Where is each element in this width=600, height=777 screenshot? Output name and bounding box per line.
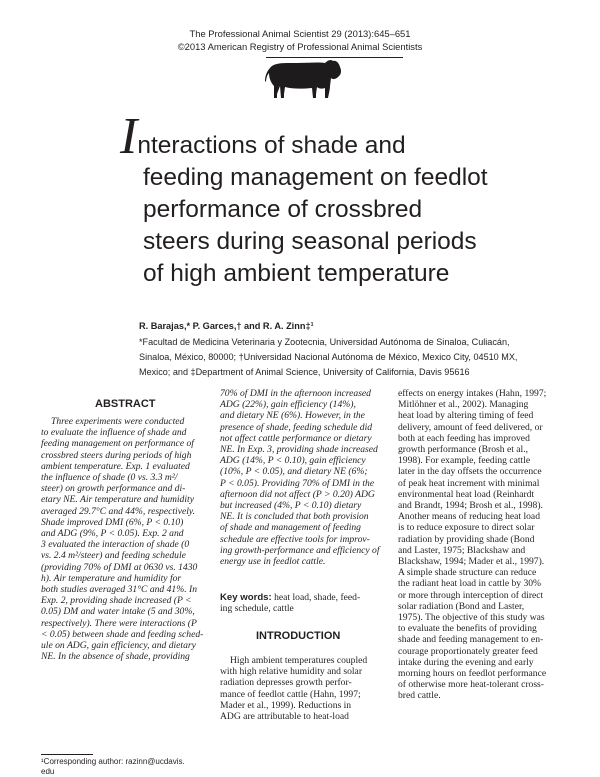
introduction-column-3 bbox=[398, 388, 563, 702]
text-line: Exp. 2, providing shade increased (P < bbox=[41, 595, 192, 607]
text-line: NE. In Exp. 3, providing shade increased bbox=[220, 444, 378, 456]
text-line: and Brandt, 1994; Brosh et al., 1998). bbox=[398, 500, 543, 512]
title-line: of high ambient temperature bbox=[143, 260, 450, 287]
text-line: NE. It is concluded that both provision bbox=[220, 511, 369, 523]
abstract-column-1 bbox=[41, 416, 204, 663]
text-line: vs. 2.4 m²/steer) and feeding schedule bbox=[41, 550, 186, 562]
text-line: High ambient temperatures coupled bbox=[230, 655, 368, 666]
text-line: ule on ADG, gain efficiency, and dietary bbox=[41, 640, 196, 652]
text-line: Blackshaw, 1994; Mader et al., 1997). bbox=[398, 556, 545, 568]
journal-citation: The Professional Animal Scientist 29 (2013):645–651 bbox=[189, 28, 411, 39]
text-line: energy use in feedlot cattle. bbox=[220, 556, 326, 568]
abstract-column-2 bbox=[220, 388, 380, 567]
abstract-heading: ABSTRACT bbox=[95, 398, 156, 410]
article-title bbox=[120, 108, 580, 290]
text-line: ing growth-performance and efficiency of bbox=[220, 544, 380, 556]
text-line: mance of feedlot cattle (Hahn, 1997; bbox=[220, 688, 361, 700]
text-line: feeding management on performance of bbox=[41, 438, 194, 450]
text-line: and Laster, 1975; Blackshaw and bbox=[398, 544, 526, 556]
title-initial: I bbox=[120, 108, 138, 165]
title-line: feeding management on feedlot bbox=[143, 164, 488, 191]
affiliation-line: *Facultad de Medicina Veterinaria y Zootecnia, Universidad Autónoma de Sinaloa, Culiacán, bbox=[139, 337, 510, 347]
text-line: averaged 29.7°C and 44%, respectively. bbox=[41, 505, 196, 517]
text-line: (providing 70% of DMI at 0630 vs. 1430 bbox=[41, 561, 198, 573]
text-line: NE. In the absence of shade, providing bbox=[41, 651, 190, 663]
text-line: crossbred steers during periods of high bbox=[41, 449, 192, 461]
text-line: 70% of DMI in the afternoon increased bbox=[220, 388, 371, 399]
text-line: and dietary NE (6%). However, in the bbox=[220, 410, 365, 422]
keywords-label: Key words: bbox=[220, 592, 272, 603]
text-line: P < 0.05). Providing 70% of DMI in the bbox=[220, 477, 375, 489]
text-line: effects on energy intakes (Hahn, 1997; bbox=[398, 388, 547, 399]
introduction-heading: INTRODUCTION bbox=[256, 630, 341, 642]
author-names: R. Barajas,* P. Garces,† and R. A. Zinn‡¹ bbox=[139, 321, 314, 331]
text-line: afternoon did not affect (P > 0.20) ADG bbox=[220, 488, 375, 500]
title-line: nteractions of shade and bbox=[137, 132, 406, 159]
text-line: the radiant heat load in cattle by 30% bbox=[398, 578, 542, 590]
text-line: etary NE. Air temperature and humidity bbox=[41, 494, 194, 506]
text-line: delivery, amount of feed delivered, or bbox=[398, 421, 543, 433]
text-line: Shade improved DMI (6%, P < 0.10) bbox=[41, 516, 184, 528]
text-line: and ADG (9%, P < 0.05). Exp. 2 and bbox=[41, 528, 184, 540]
text-line: 1998). For example, feeding cattle bbox=[398, 455, 531, 467]
text-line: shade and feeding management to en- bbox=[398, 634, 544, 646]
footnote-line: ¹Corresponding author: razinn@ucdavis. bbox=[41, 757, 185, 766]
cattle-logo-icon bbox=[264, 58, 344, 102]
keywords bbox=[220, 592, 380, 614]
text-line: 0.05) DM and water intake (5 and 30%, bbox=[41, 606, 195, 618]
text-line: heat load by altering timing of feed bbox=[398, 410, 534, 422]
text-line: Mitlöhner et al., 2002). Managing bbox=[398, 399, 529, 411]
text-line: to evaluate the benefits of providing bbox=[398, 623, 537, 635]
affiliation-line: Mexico; and ‡Department of Animal Science, University of California, Davis 95616 bbox=[139, 367, 470, 377]
text-line: Mader et al., 1999). Reductions in bbox=[220, 699, 352, 711]
text-line: both studies averaged 31°C and 41%. In bbox=[41, 584, 197, 596]
text-line: presence of shade, feeding schedule did bbox=[220, 421, 373, 433]
text-line: radiation depresses growth perfor- bbox=[220, 677, 352, 689]
text-line: 1975). The objective of this study was bbox=[398, 612, 545, 624]
text-line: later in the day offsets the occurrence bbox=[398, 466, 542, 478]
text-line: both at each feeding has improved bbox=[398, 432, 530, 444]
title-line: steers during seasonal periods bbox=[143, 228, 477, 255]
text-line: schedule are effective tools for improv- bbox=[220, 533, 370, 545]
text-line: bred cattle. bbox=[398, 690, 441, 702]
text-line: courage proportionately greater feed bbox=[398, 645, 538, 657]
keywords-text: ing schedule, cattle bbox=[220, 603, 294, 615]
text-line: solar radiation (Bond and Laster, bbox=[398, 600, 525, 612]
text-line: intake during the evening and early bbox=[398, 656, 534, 668]
text-line: but increased (4%, P < 0.10) dietary bbox=[220, 500, 362, 512]
text-line: growth performance (Brosh et al., bbox=[398, 444, 529, 456]
text-line: environmental heat load (Reinhardt bbox=[398, 488, 535, 500]
text-line: < 0.05) between shade and feeding sched- bbox=[41, 628, 204, 640]
author-list bbox=[139, 321, 589, 331]
text-line: of shade and management of feeding bbox=[220, 522, 361, 534]
text-line: steer) on growth performance and di- bbox=[41, 483, 186, 495]
text-line: ADG (22%), gain efficiency (14%), bbox=[220, 399, 356, 411]
text-line: ADG (14%, P < 0.10), gain efficiency bbox=[220, 455, 366, 467]
journal-header bbox=[0, 27, 600, 53]
text-line: the influence of shade (0 vs. 3.3 m²/ bbox=[41, 472, 178, 484]
footnote bbox=[41, 757, 216, 777]
text-line: (10%, P < 0.05), and dietary NE (6%; bbox=[220, 466, 368, 478]
text-line: ambient temperature. Exp. 1 evaluated bbox=[41, 460, 190, 472]
introduction-column-2 bbox=[220, 655, 380, 722]
text-line: respectively). There were interactions (P bbox=[41, 617, 197, 629]
text-line: 3 evaluated the interaction of shade (0 bbox=[41, 539, 190, 551]
text-line: of peak heat increment with minimal bbox=[398, 477, 540, 489]
keywords-text: heat load, shade, feed- bbox=[271, 592, 361, 603]
text-line: to evaluate the influence of shade and bbox=[41, 427, 187, 439]
text-line: h). Air temperature and humidity for bbox=[41, 572, 182, 584]
text-line: ADG are attributable to heat-load bbox=[220, 711, 349, 723]
text-line: Three experiments were conducted bbox=[51, 416, 185, 427]
text-line: is to reduce exposure to direct solar bbox=[398, 522, 535, 534]
copyright-line: ©2013 American Registry of Professional Animal Scientists bbox=[177, 41, 423, 52]
footnote-rule bbox=[41, 754, 93, 755]
text-line: not affect cattle performance or dietary bbox=[220, 432, 372, 444]
text-line: radiation by providing shade (Bond bbox=[398, 533, 535, 545]
footnote-line: edu bbox=[41, 767, 55, 776]
affiliation-line: Sinaloa, México, 80000; †Universidad Nacional Autónoma de México, Mexico City, 04510 MX, bbox=[139, 352, 518, 362]
text-line: Another means of reducing heat load bbox=[398, 511, 540, 523]
text-line: A simple shade structure can reduce bbox=[398, 567, 537, 579]
text-line: morning hours on feedlot performance bbox=[398, 668, 547, 680]
text-line: with high relative humidity and solar bbox=[220, 666, 363, 678]
text-line: of otherwise more heat-tolerant cross- bbox=[398, 679, 544, 691]
title-line: performance of crossbred bbox=[143, 196, 423, 223]
affiliations bbox=[139, 335, 589, 380]
text-line: or more through interception of direct bbox=[398, 589, 544, 601]
